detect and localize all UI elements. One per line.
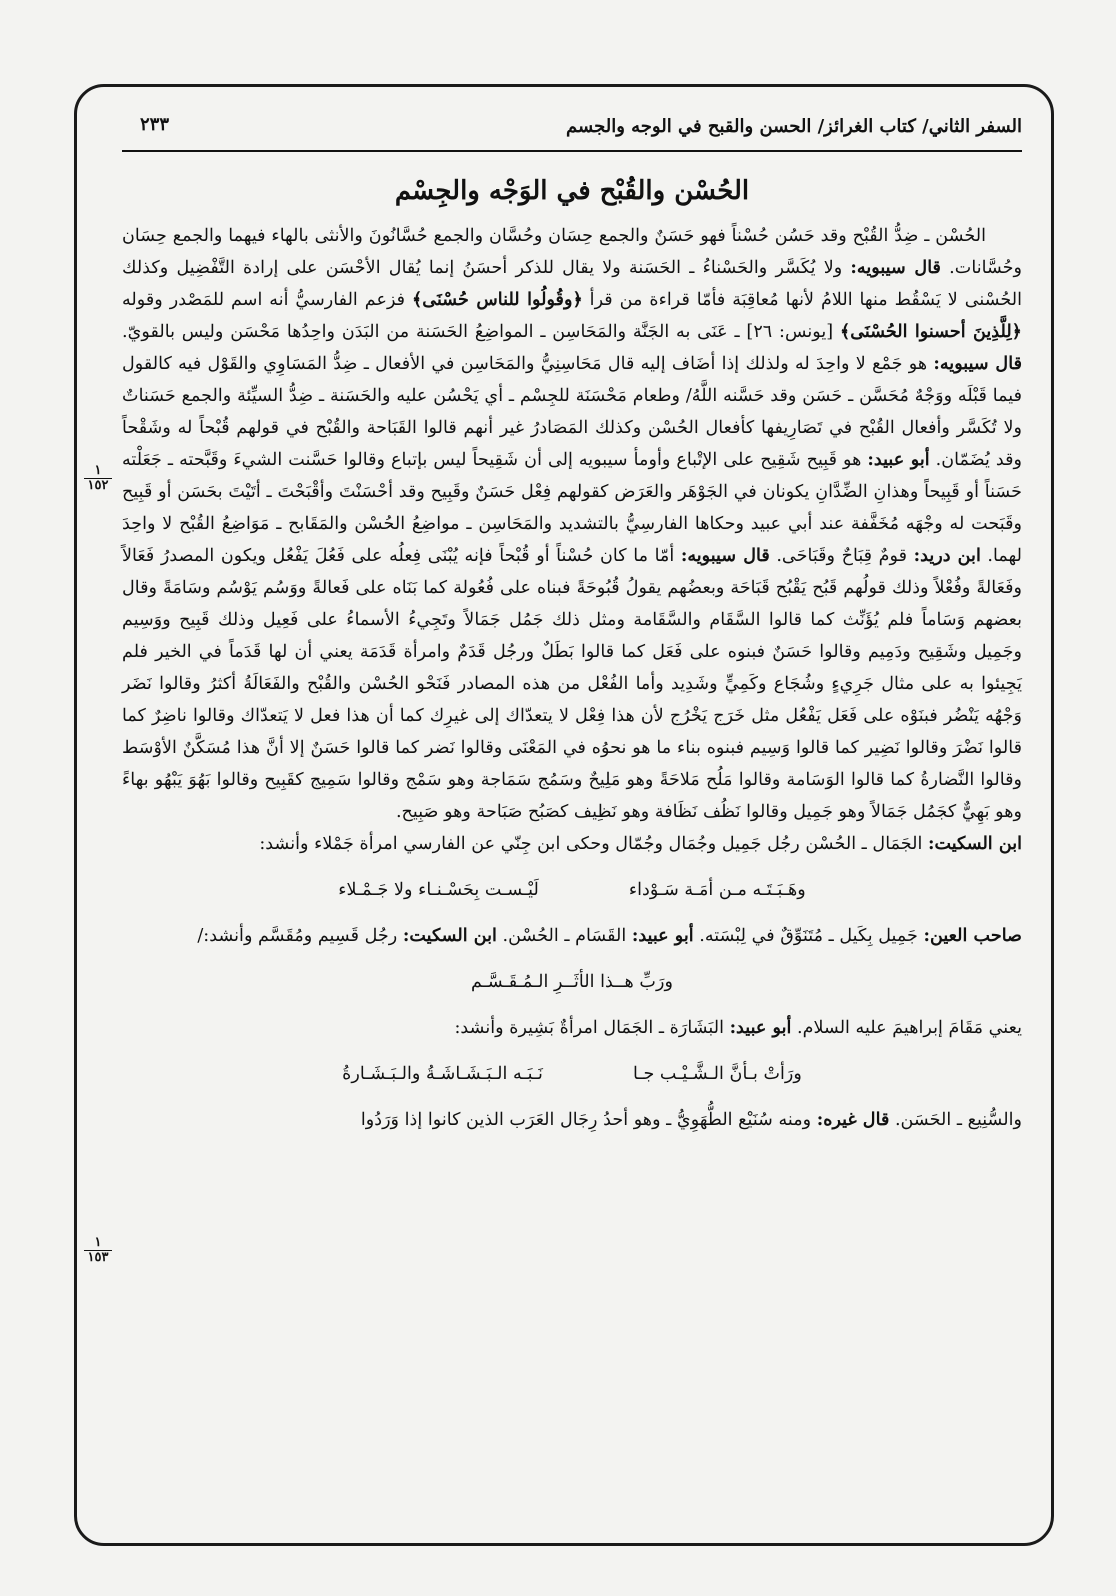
text-run: ومنه سُنَيْع الطُّهَوِيُّ ـ وهو أحدُ رِجَال العَرَب الذين كانوا إذا وَرَدُوا xyxy=(360,1110,817,1130)
source-label: أبو عبيد: xyxy=(631,925,694,946)
text-run: الحُسْن ـ ضِدُّ القُبْح وقد حَسُن حُسْناً فهو حَسَنٌ والجمع حِسَان وحُسَّان والجمع حُسَّانُونَ والأنثى بالهاء فيهما والجمع حِسَان وحُسَّانات. xyxy=(122,226,1023,278)
text-run: والسُّنِيع ـ الحَسَن. xyxy=(889,1110,1022,1130)
text-run: ولا يُكَسَّر والحَسْناءُ ـ الحَسَنة ولا يقال للذكر أحسَنُ إنما يُقال الأحْسَن على إرادة التَّفْضِيل وكذلك الحُسْنى لا يَسْقُط منها اللامُ لأنها مُعاقِبَة فأمّا قراءة من قرأ xyxy=(122,258,1023,310)
text-run: رجُل قَسِيم ومُقَسَّم وأنشد:/ xyxy=(197,926,403,946)
source-label: صاحب العين: xyxy=(923,925,1022,946)
verse-hemistich: وهَـبَـتَـه مـن أمَـة سَـوْداء xyxy=(628,880,806,900)
verse-line xyxy=(122,966,1022,998)
source-label: قال سيبويه: xyxy=(850,257,941,278)
verse-hemistich: لَيْـسـت بِحَسْـنـاء ولا جَـمْـلاء xyxy=(338,880,539,900)
source-label: أبو عبيد: xyxy=(729,1017,792,1038)
text-run: جَمِيل بِكَيل ـ مُتَنَوِّقٌ في لِبْسَته. xyxy=(693,926,924,946)
source-label: قال سيبويه: xyxy=(680,545,770,566)
chapter-title: الحُسْن والقُبْح في الوَجْه والجِسْم xyxy=(394,176,750,206)
text-run: البَشَارَة ـ الجَمَال امرأةٌ بَشِيرة وأنشد: xyxy=(454,1018,730,1038)
verse-hemistich: ورَبِّ هــذا الأثَــرِ الـمُـقَـسَّـم xyxy=(471,972,673,992)
source-label: قال غيره: xyxy=(816,1109,890,1130)
verse-hemistich: نَـبَـه الـبَـشَـاشَـةُ والـبَـشَـارةُ xyxy=(342,1064,543,1084)
folio-denominator: ١٥٢ xyxy=(87,478,109,493)
quran-quote: ﴿لِلَّذِينَ أحسنوا الحُسْنَى﴾ xyxy=(839,321,1022,342)
running-title: السفر الثاني/ كتاب الغرائز/ الحسن والقبح في الوجه والجسم xyxy=(566,116,1022,137)
text-run: [يونس: ٢٦] ـ عَنَى به الجَنَّة والمَحَاسِن ـ المواضِعُ الحَسَنة من البَدَن واحِدُها مَحْسَن وليس بالقويّ. xyxy=(122,322,840,342)
text-run: قومٌ قِبَاحٌ وقَبَاحَى. xyxy=(769,546,914,566)
page-body xyxy=(122,220,1022,1136)
margin-folio-marker xyxy=(84,1236,112,1265)
text-run: الجَمَال ـ الحُسْن رجُل جَمِيل وجُمَال وجُمّال وحكى ابن جِنّي عن الفارسي امرأة جَمْلاء وأنشد: xyxy=(259,834,928,854)
page-number: ٢٣٣ xyxy=(140,114,170,135)
paragraph xyxy=(122,828,1022,860)
folio-numerator: ١ xyxy=(84,464,112,479)
page-header xyxy=(122,110,1022,152)
source-label: ابن دريد: xyxy=(913,545,981,566)
quran-quote: ﴿وقُولُوا للناس حُسْنَى﴾ xyxy=(412,289,583,310)
paragraph xyxy=(122,1012,1022,1044)
folio-numerator: ١ xyxy=(84,1236,112,1251)
source-label: قال سيبويه: xyxy=(933,353,1022,374)
paragraph xyxy=(122,920,1022,952)
margin-folio-marker xyxy=(84,464,112,493)
text-run: القَسَام ـ الحُسْن. xyxy=(496,926,632,946)
source-label: أبو عبيد: xyxy=(867,449,930,470)
verse-line xyxy=(122,874,1022,906)
text-run: هو جَمْع لا واحِدَ له ولذلك إذا أضَاف إليه قال مَحَاسِنِيُّ والمَحَاسِن في الأفعال ـ ضِدُّ المَسَاوِي والقَوْل فيه كالقول فيما قَبْلَه ووَجْهٌ مُحَسَّن ـ حَسَن وقد حَسَّنه اللَّهُ/ وطعام مَحْسَنَة للجِسْم ـ أي يَحْسُن عليه والحَسَنة ـ ضِدُّ السيِّئة والجمع حَسَناتٌ ولا تُكَسَّر وأفعال القُبْح في تَصَارِيفها كأفعال الحُسْن وكذلك المَصَادرُ غير أنهم قالوا القَبَاحة والقُبْح في قولهم قُبْحاً له وشَقْحاً وقد يُضَمّان. xyxy=(122,354,1022,470)
text-run: هو قَبِيح شَقِيح على الإتْباع وأومأ سيبويه إلى أن شَقِيحاً ليس بإتباع وقالوا حَسَّنت الشيءَ وقَبَّحته ـ جَعَلْته حَسَناً أو قَبِيحاً وهذانِ الضِّدَّانِ يكونان في الجَوْهَر والعَرَض كقولهم فِعْل حَسَنٌ وقَبِيح وقد أحْسَنْتَ وأقْبَحْتَ ـ أتَيْتَ بحَسَن أو قَبِيح وقَبَحت له وجْهَه مُخَفَّفة عند أبي عبيد وحكاها الفارسِيُّ بالتشديد والمَحَاسِن ـ مواضِعُ الحُسْن والمَقَابح ـ مَوَاضِعُ القُبْح لا واحِدَ لهما. xyxy=(122,450,1023,566)
text-run: أمّا ما كان حُسْناً أو قُبْحاً فإنه يُبْنَى فِعلُه على فَعُلَ يَفْعُل ويكون المصدرُ فَعَالاً وفَعَالةً وفُعْلاً وذلك قولُهم قَبُح يَقْبُح قَبَاحَة وبعضُهم يقولُ قُبُوحَةً فبناه على فُعُولة كما بَنَاه على فَعالةً ووَسُم يَوْسُم وسَامَةً وقال بعضهم وَسَاماً فلم يُؤَنِّث كما قالوا السَّقَام والسَّقَامة ومثل ذلك جَمُل جَمَالاً وتَجِيءُ الأسماءُ على فَعِيل وذلك قَبِيح ووَسِيم وجَمِيل وشَقِيح ودَمِيم وقالوا حَسَنٌ فبنوه على فَعَل كما قالوا بَطَلٌ ورجُل قَدَمٌ وامرأة قَدَمَة يعني أن لها قَدَماً في الخير فلم يَجِيئوا به على مثال جَرِيءٍ وشُجَاع وكَمِيٍّ وشَدِيد وأما الفُعْل من هذه المصادر فَنَحْو الحُسْن والقُبْح والفَعَالَةُ أكثرُ وقالوا نَضَر وَجْهُه يَنْضُر فبنَوْه على فَعَل يَفْعُل مثل خَرَج يَخْرُج لأن هذا فِعْل لا يتعدّاك إلى غيرِك كما أن هذا فعل لا يَتعدّاك وقالوا ناضِرٌ كما قالوا نَضْرَ وقالوا نَضِير كما قالوا وَسِيم فبنوه بناء ما هو نحوُه في المَعْنَى وقالوا نَضر كما قالوا حَسَنٌ إلا أنَّ هذا مُسَكَّنٌ الأوْسَط وقالوا النَّضارةُ كما قالوا الوَسَامة وقالوا مَلُح مَلاحَةً وهو مَلِيحٌ وسَمُج سَمَاجة وهو سَمْج وقالوا سَمِيج كقَبِيح وقالوا بَهُوَ يَبْهُو بهاءً وهو بَهِيٌّ كجَمُل جَمَالاً وهو جَمِيل وقالوا نَظُف نَظَافة وهو نَظِيف كصَبُح صَبَاحة وهو صَبِيح. xyxy=(122,546,1022,822)
source-label: ابن السكيت: xyxy=(927,833,1022,854)
paragraph xyxy=(122,220,1022,828)
verse-line xyxy=(122,1058,1022,1090)
text-run: فزعم الفارسيُّ أنه اسم للمَصْدر وقوله xyxy=(122,290,412,310)
paragraph xyxy=(122,1104,1022,1136)
folio-denominator: ١٥٣ xyxy=(87,1250,109,1265)
source-label: ابن السكيت: xyxy=(402,925,497,946)
verse-hemistich: ورَأتْ بـأنَّ الـشَّـيْـب جـا xyxy=(632,1064,802,1084)
text-run: يعني مَقَامَ إبراهيمَ عليه السلام. xyxy=(791,1018,1022,1038)
